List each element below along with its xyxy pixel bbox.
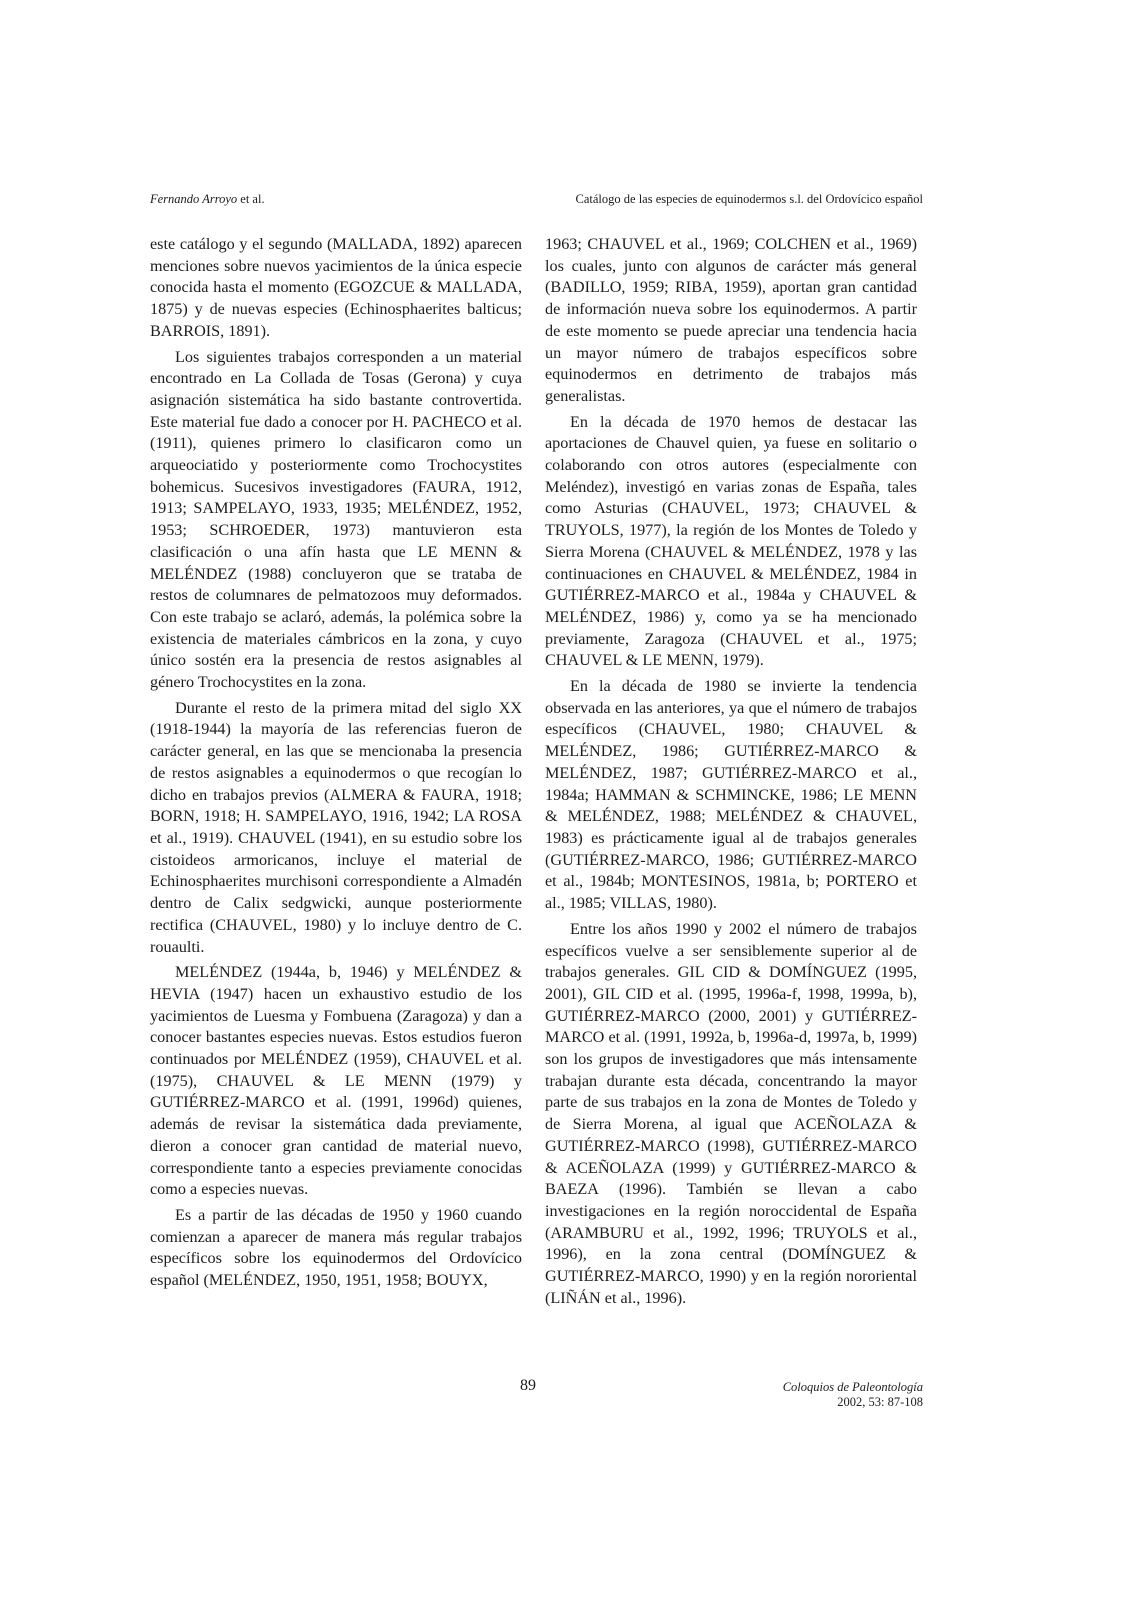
paragraph: Entre los años 1990 y 2002 el número de trabajos específicos vuelve a ser sensiblemente superior al de trabajos generales. GIL CID & DOMÍNGUEZ (1995, 2001), GIL CID et al. (1995, 1996a-f, 1998, 1999a, b), GUTIÉRREZ-MARCO (2000, 2001) y GUTIÉRREZ-MARCO et al. (1991, 1992a, b, 1996a-d, 1997a, b, 1999) son los grupos de investigadores que más intensamente trabajan durante esta década, concentrando la mayor parte de sus trabajos en la zona de Montes de Toledo y de Sierra Morena, al igual que ACEÑOLAZA & GUTIÉRREZ-MARCO (1998), GUTIÉRREZ-MARCO & ACEÑOLAZA (1999) y GUTIÉRREZ-MARCO & BAEZA (1996). También se llevan a cabo investigaciones en la región noroccidental de España (ARAMBURU et al., 1992, 1996; TRUYOLS et al., 1996), en la zona central (DOMÍNGUEZ & GUTIÉRREZ-MARCO, 1990) y en la región nororiental (LIÑÁN et al., 1996). — [545, 919, 917, 1307]
page-number: 89 — [520, 1377, 536, 1394]
author-name: Fernando Arroyo — [150, 192, 238, 206]
paragraph: este catálogo y el segundo (MALLADA, 1892) aparecen menciones sobre nuevos yacimientos de la única especie conocida hasta el momento (EGOZCUE & MALLADA, 1875) y de nuevas especies (Echinosphaerites balticus; BARROIS, 1891). — [150, 235, 522, 340]
author-suffix: et al. — [237, 192, 265, 206]
journal-citation — [783, 1380, 923, 1410]
paragraph: Los siguientes trabajos corresponden a un material encontrado en La Collada de Tosas (Gerona) y cuya asignación sistemática ha sido bastante controvertida. Este material fue dado a conocer por H. PACHECO et al. (1911), quienes primero lo clasificaron como un arqueociatido y posteriormente como Trochocystites bohemicus. Sucesivos investigadores (FAURA, 1912, 1913; SAMPELAYO, 1933, 1935; MELÉNDEZ, 1952, 1953; SCHROEDER, 1973) mantuvieron esta clasificación o una afín hasta que LE MENN & MELÉNDEZ (1988) concluyeron que se trataba de restos de columnares de pelmatozoos muy deformados. Con este trabajo se aclaró, además, la polémica sobre la existencia de materiales cámbricos en la zona, y cuyo único sostén era la presencia de restos asignables al género Trochocystites en la zona. — [150, 347, 522, 692]
running-header-title: Catálogo de las especies de equinodermos s.l. del Ordovícico español — [575, 192, 923, 206]
paragraph: 1963; CHAUVEL et al., 1969; COLCHEN et al., 1969) los cuales, junto con algunos de carácter más general (BADILLO, 1959; RIBA, 1959), aportan gran cantidad de información nueva sobre los equinodermos. A partir de este momento se puede apreciar una tendencia hacia un mayor número de trabajos específicos sobre equinodermos en detrimento de trabajos más generalistas. — [545, 235, 917, 405]
right-column — [545, 234, 917, 1313]
paragraph: Durante el resto de la primera mitad del siglo XX (1918-1944) la mayoría de las referencias fueron de carácter general, en las que se mencionaba la presencia de restos asignables a equinodermos o que recogían lo dicho en trabajos previos (ALMERA & FAURA, 1918; BORN, 1918; H. SAMPELAYO, 1916, 1942; LA ROSA et al., 1919). CHAUVEL (1941), en su estudio sobre los cistoideos armoricanos, incluye el material de Echinosphaerites murchisoni correspondiente a Almadén dentro de Calix sedgwicki, aunque posteriormente rectifica (CHAUVEL, 1980) y lo incluye dentro de C. rouaulti. — [150, 698, 522, 956]
paragraph: En la década de 1980 se invierte la tendencia observada en las anteriores, ya que el número de trabajos específicos (CHAUVEL, 1980; CHAUVEL & MELÉNDEZ, 1986; GUTIÉRREZ-MARCO & MELÉNDEZ, 1987; GUTIÉRREZ-MARCO et al., 1984a; HAMMAN & SCHMINCKE, 1986; LE MENN & MELÉNDEZ, 1988; MELÉNDEZ & CHAUVEL, 1983) es prácticamente igual al de trabajos generales (GUTIÉRREZ-MARCO, 1986; GUTIÉRREZ-MARCO et al., 1984b; MONTESINOS, 1981a, b; PORTERO et al., 1985; VILLAS, 1980). — [545, 677, 917, 913]
journal-volume: 2002, 53: 87-108 — [837, 1395, 923, 1409]
paragraph: Es a partir de las décadas de 1950 y 1960 cuando comienzan a aparecer de manera más regular trabajos específicos sobre los equinodermos del Ordovícico español (MELÉNDEZ, 1950, 1951, 1958; BOUYX, — [150, 1205, 522, 1290]
journal-name: Coloquios de Paleontología — [782, 1380, 923, 1394]
paragraph: En la década de 1970 hemos de destacar las aportaciones de Chauvel quien, ya fuese en solitario o colaborando con otros autores (especialmente con Meléndez), investigó en varias zonas de España, tales como Asturias (CHAUVEL, 1973; CHAUVEL & TRUYOLS, 1977), la región de los Montes de Toledo y Sierra Morena (CHAUVEL & MELÉNDEZ, 1978 y las continuaciones en CHAUVEL & MELÉNDEZ, 1984 in GUTIÉRREZ-MARCO et al., 1984a y CHAUVEL & MELÉNDEZ, 1986) y, como ya se ha mencionado previamente, Zaragoza (CHAUVEL et al., 1975; CHAUVEL & LE MENN, 1979). — [545, 412, 917, 670]
left-column — [150, 234, 522, 1296]
running-header-author — [150, 192, 265, 207]
paragraph: MELÉNDEZ (1944a, b, 1946) y MELÉNDEZ & HEVIA (1947) hacen un exhaustivo estudio de los yacimientos de Luesma y Fombuena (Zaragoza) y dan a conocer bastantes especies nuevas. Estos estudios fueron continuados por MELÉNDEZ (1959), CHAUVEL et al. (1975), CHAUVEL & LE MENN (1979) y GUTIÉRREZ-MARCO et al. (1991, 1996d) quienes, además de revisar la sistemática dada previamente, dieron a conocer gran cantidad de material nuevo, correspondiente tanto a especies previamente conocidas como a especies nuevas. — [150, 963, 522, 1199]
